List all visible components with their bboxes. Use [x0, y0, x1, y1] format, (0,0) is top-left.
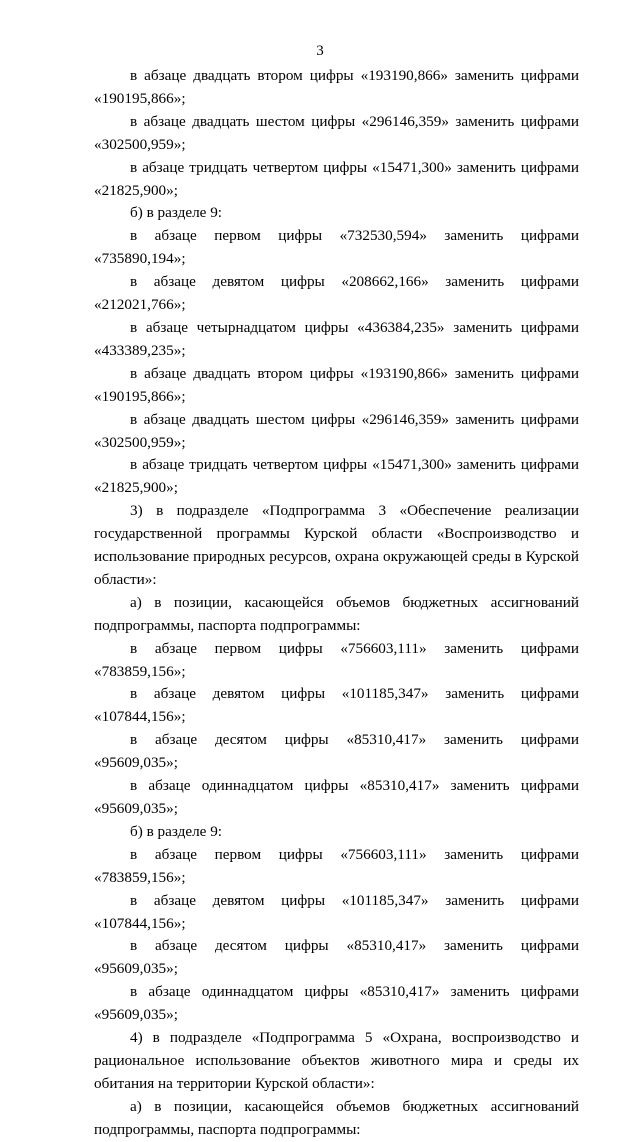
subsection-item: 3) в подразделе «Подпрограмма 3 «Обеспечение реализации государственной программы Курской области «Воспроизводство и использование природных ресурсов, охрана окружающей среды в Курской области»:: [94, 502, 579, 588]
paragraph: в абзаце двадцать втором цифры «193190,866» заменить цифрами «190195,866»;: [94, 364, 579, 405]
paragraph: в абзаце девятом цифры «208662,166» заменить цифрами «212021,766»;: [94, 273, 579, 314]
paragraph: а) в позиции, касающейся объемов бюджетных ассигнований подпрограммы, паспорта подпрограммы:: [94, 1097, 579, 1138]
paragraph: в абзаце десятом цифры «85310,417» заменить цифрами «95609,035»;: [94, 731, 579, 772]
section-heading: б) в разделе 9:: [130, 822, 223, 840]
paragraph: а) в позиции, касающейся объемов бюджетных ассигнований подпрограммы, паспорта подпрограммы:: [94, 593, 579, 634]
paragraph: в абзаце тридцать четвертом цифры «15471,300» заменить цифрами «21825,900»;: [94, 158, 579, 199]
paragraph: в абзаце одиннадцатом цифры «85310,417» заменить цифрами «95609,035»;: [94, 983, 579, 1024]
document-body: [94, 65, 579, 1142]
paragraph: в абзаце тридцать четвертом цифры «15471,300» заменить цифрами «21825,900»;: [94, 456, 579, 497]
paragraph: в абзаце девятом цифры «101185,347» заменить цифрами «107844,156»;: [94, 685, 579, 726]
paragraph: в абзаце одиннадцатом цифры «85310,417» заменить цифрами «95609,035»;: [94, 777, 579, 817]
paragraph: в абзаце первом цифры «756603,111» заменить цифрами «783859,156»;: [94, 845, 579, 886]
paragraph: в абзаце девятом цифры «101185,347» заменить цифрами «107844,156»;: [94, 891, 579, 932]
paragraph: в абзаце десятом цифры «85310,417» заменить цифрами «95609,035»;: [94, 937, 579, 978]
paragraph: в абзаце первом цифры «732530,594» заменить цифрами «735890,194»;: [94, 227, 579, 268]
page-number: 3: [316, 43, 324, 59]
paragraph: в абзаце первом цифры «756603,111» заменить цифрами «783859,156»;: [94, 639, 579, 680]
paragraph: в абзаце четырнадцатом цифры «436384,235» заменить цифрами «433389,235»;: [94, 318, 579, 359]
paragraph: в абзаце двадцать шестом цифры «296146,359» заменить цифрами «302500,959»;: [94, 410, 579, 451]
paragraph: в абзаце двадцать втором цифры «193190,866» заменить цифрами «190195,866»;: [94, 67, 579, 107]
section-heading: б) в разделе 9:: [130, 204, 223, 222]
paragraph: в абзаце двадцать шестом цифры «296146,359» заменить цифрами «302500,959»;: [94, 112, 579, 153]
subsection-item: 4) в подразделе «Подпрограмма 5 «Охрана, воспроизводство и рациональное использование объектов животного мира и среды их обитания на территории Курской области»:: [94, 1029, 579, 1092]
